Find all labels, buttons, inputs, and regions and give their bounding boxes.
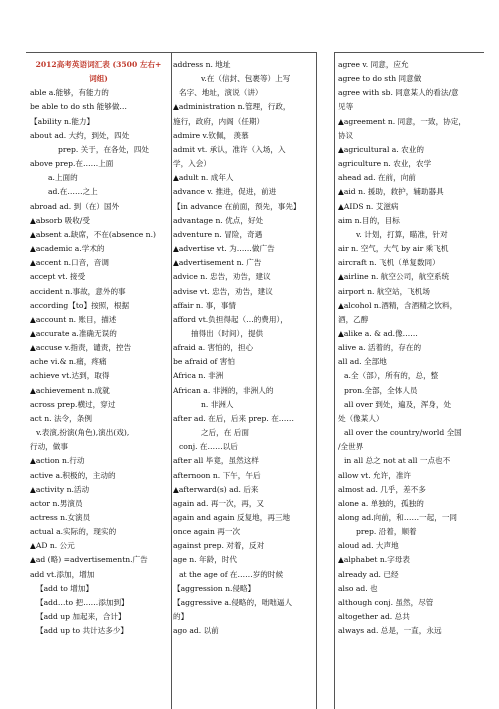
vocab-entry: 【add…to 把……添加到】 [36,597,129,607]
vocab-entry: along ad.向前，和……一起，一同 [338,513,458,522]
vocab-entry: actor n.男演员 [30,498,83,508]
vocab-entry: again ad. 再一次，再，又 [173,498,265,508]
vocab-entry: agriculture n. 农业，农学 [338,159,432,169]
vocab-entry: all ad. 全部地 [338,357,387,367]
vocab-entry: ▲aid n. 援助，救护，辅助器具 [338,187,444,197]
entry-list-1 [30,86,167,638]
vocab-entry: ▲absent a.缺席，不在(absence n.) [30,229,156,239]
column-divider-1 [171,52,172,709]
vocab-entry: accident n.事故，意外的事 [30,286,126,296]
vocab-entry: 见等 [338,102,354,112]
vocab-entry: against prep. 对着，反对 [173,541,265,551]
vocab-entry: although conj. 虽然，尽管 [338,597,434,607]
vocab-entry: able a.能够，有能力的 [30,88,109,98]
column-rule-top-1 [26,52,171,53]
vocab-entry: aim n.目的，目标 [338,215,400,225]
page-title-line2: 词组) [89,74,108,84]
vocab-entry: also ad. 也 [338,583,378,593]
vocab-entry: ▲account n. 账目，描述 [30,314,117,324]
vocab-entry: ago ad. 以前 [173,626,219,636]
vocab-column-2 [173,58,310,708]
vocab-entry: affair n. 事，事情 [173,300,237,310]
vocab-entry: alive a. 活着的，存在的 [338,343,422,353]
vocab-entry: almost ad. 几乎，差不多 [338,484,426,494]
column-rule-top-3 [334,52,484,53]
vocab-entry: once again 再一次 [173,527,241,537]
vocab-entry: 酒，乙醇 [338,314,369,324]
vocab-entry: about ad. 大约，到处，四处 [30,130,130,140]
vocab-entry: already ad. 已经 [338,569,399,579]
vocab-entry: 施行，政府，内阁（任期） [173,116,265,126]
vocab-entry: a.全（部），所有的，总，整 [344,371,439,381]
vocab-entry: a.上面的 [48,173,78,183]
vocab-entry: aircraft n. 飞机（单复数同） [338,258,440,268]
vocab-entry: ▲accuse v.指责，谴责，控告 [30,343,132,353]
vocab-entry: above prep.在……上面 [30,159,114,169]
vocab-entry: ahead ad. 在前，向前 [338,173,416,183]
vocab-entry: 【add up 加起来，合计】 [36,612,126,622]
vocab-entry: 【ability n.能力】 [30,116,95,126]
vocab-entry: agree to do sth 同意做 [338,74,422,84]
vocab-entry: advice n. 忠告，劝告，建议 [173,272,271,282]
vocab-entry: achieve vt.达到，取得 [30,371,110,381]
column-rule-top-2 [171,52,316,53]
vocab-entry: across prep.横过，穿过 [30,399,116,409]
vocab-entry: prep. 关于，在各处，四处 [58,144,150,154]
vocab-entry: ▲ad (略) =advertisementn.广告 [30,555,148,565]
vocab-entry: all over the country/world 全国 [344,428,462,438]
vocab-entry: actress n.女演员 [30,513,91,522]
vocab-entry: 处（像某人） [338,413,384,423]
vocab-entry: ▲afterward(s) ad. 后来 [173,484,259,494]
vocab-entry: again and again 反复地，再三地 [173,513,291,522]
vocab-entry: ▲action n.行动 [30,456,85,466]
vocab-entry: ▲airline n. 航空公司，航空系统 [338,272,450,282]
vocab-entry: admire v.钦佩， 羡慕 [173,130,249,140]
vocab-entry: accept vt. 接受 [30,272,86,282]
vocab-entry: v.表演,扮演(角色),演出(戏), [36,428,130,438]
vocab-entry: at the age of 在……岁的时候 [179,569,284,579]
vocab-entry: after ad. 在后，后来 prep. 在…… [173,413,294,423]
vocab-entry: 【in advance 在前面，预先，事先】 [173,201,301,211]
vocab-entry: 学，入会） [173,159,211,169]
vocab-entry: n. 非洲人 [201,399,234,409]
vocab-entry: ▲administration n.管理，行政， [173,102,291,112]
vocab-entry: agree v. 同意，应允 [338,60,409,69]
vocab-entry: according【to】按照，根据 [30,300,130,310]
vocab-entry: ▲AIDS n. 艾滋病 [338,201,399,211]
vocab-entry: in all 总之 not at all 一点也不 [344,456,451,466]
vocab-entry: ▲academic a.学术的 [30,244,105,254]
page-title-line1: 2012高考英语词汇表 (3500 左右+ [35,60,162,69]
vocab-entry: 【add up to 共计达多少】 [36,626,129,636]
vocab-entry: add vt.添加，增加 [30,569,95,579]
vocab-entry: actual a.实际的，现实的 [30,527,117,537]
vocab-entry: ▲accurate a.准确无误的 [30,328,117,338]
vocab-entry: ▲absorb 吸收/受 [30,215,90,225]
vocab-entry: agree with sb. 同意某人的看法/意 [338,88,459,98]
vocab-entry: afternoon n. 下午，午后 [173,470,261,480]
vocab-entry: /全世界 [338,442,364,452]
vocab-entry: advise vt. 忠告，劝告，建议 [173,286,273,296]
vocab-entry: ▲alike a. & ad.像…… [338,328,418,338]
vocab-entry: ▲alphabet n.字母表 [338,555,410,565]
vocab-column-1 [30,58,167,708]
vocab-entry: 【aggressive a.侵略的，咄咄逼人 [173,597,293,607]
vocab-column-3 [338,58,480,708]
vocab-entry: 名字、地址，演说（讲） [179,88,263,98]
vocab-entry: ▲advertisement n. 广告 [173,258,262,268]
vocab-entry: ▲accent n.口音，音调 [30,258,109,268]
vocab-entry: conj. 在……以后 [179,442,238,452]
vocab-entry: v.在（信封、包裹等）上写 [201,74,291,84]
vocab-entry: always ad. 总是，一直，永远 [338,626,442,636]
vocab-entry: 协议 [338,130,354,140]
vocab-entry: ▲achievement n.成就 [30,385,110,395]
vocab-entry: ▲activity n.活动 [30,484,90,494]
vocab-entry: act n. 法令，条例 [30,413,92,423]
vocab-entry: 【add to 增加】 [36,583,94,593]
vocab-entry: ▲agreement n. 同意，一致，协定， [338,116,466,126]
vocab-entry: advantage n. 优点，好处 [173,215,264,225]
entry-list-3 [338,58,480,638]
vocab-entry: v. 计划，打算，瞄准，针对 [356,229,448,239]
vocab-entry: airport n. 航空站，飞机场 [338,286,430,296]
vocab-entry: African a. 非洲的，非洲人的 [173,385,274,395]
vocab-entry: ▲adult n. 成年人 [173,173,234,183]
vocab-entry: afraid a. 害怕的，担心 [173,343,254,353]
vocab-entry: alone a. 单独的，孤独的 [338,498,424,508]
vocab-entry: prep. 沿着，顺着 [356,527,417,537]
vocab-entry: adventure n. 冒险，奇遇 [173,229,263,239]
vocab-entry: be afraid of 害怕 [173,357,235,367]
vocab-entry: altogether ad. 总共 [338,612,410,622]
vocab-entry: address n. 地址 [173,60,231,69]
vocab-entry: 的】 [173,612,189,622]
vocab-entry: 行动，做事 [30,442,68,452]
vocab-entry: ▲alcohol n.酒精，含酒精之饮料， [338,300,458,310]
vocab-entry: ▲advertise vt. 为……做广告 [173,244,275,254]
vocab-entry: ▲agricultural a. 农业的 [338,144,424,154]
vocab-entry: after all 毕竟，虽然这样 [173,456,259,466]
vocab-entry: 【aggression n.侵略】 [173,583,256,593]
vocab-entry: all over 到处，遍及，浑身，处 [344,399,452,409]
column-divider-3 [334,52,335,709]
entry-list-2 [173,58,310,638]
vocab-entry: 之后，在 后面 [201,428,249,438]
vocab-entry: advance v. 推进，促进，前进 [173,187,277,197]
vocab-entry: admit vt. 承认，准许（入场，入 [173,144,286,154]
vocab-entry: ad.在……之上 [48,187,98,197]
vocab-entry: be able to do sth 能够做… [30,102,128,112]
vocab-entry: ▲AD n. 公元 [30,541,75,551]
vocab-entry: allow vt. 允许，准许 [338,470,412,480]
vocab-entry: aloud ad. 大声地 [338,541,399,551]
vocab-entry: 抽得出（时间），提供 [191,328,264,338]
vocab-entry: active a.积极的，主动的 [30,470,116,480]
vocab-entry: Africa n. 非洲 [173,371,224,381]
vocab-entry: afford vt.负担得起（…的费用）， [173,314,288,324]
vocab-entry: ache vi.& n.痛，疼痛 [30,357,107,367]
column-divider-2 [316,52,317,709]
vocab-entry: age n. 年龄，时代 [173,555,237,565]
vocab-entry: pron.全部，全体人员 [344,385,418,395]
vocab-entry: abroad ad. 到（在）国外 [30,201,120,211]
vocab-entry: air n. 空气，大气 by air 乘飞机 [338,244,449,254]
